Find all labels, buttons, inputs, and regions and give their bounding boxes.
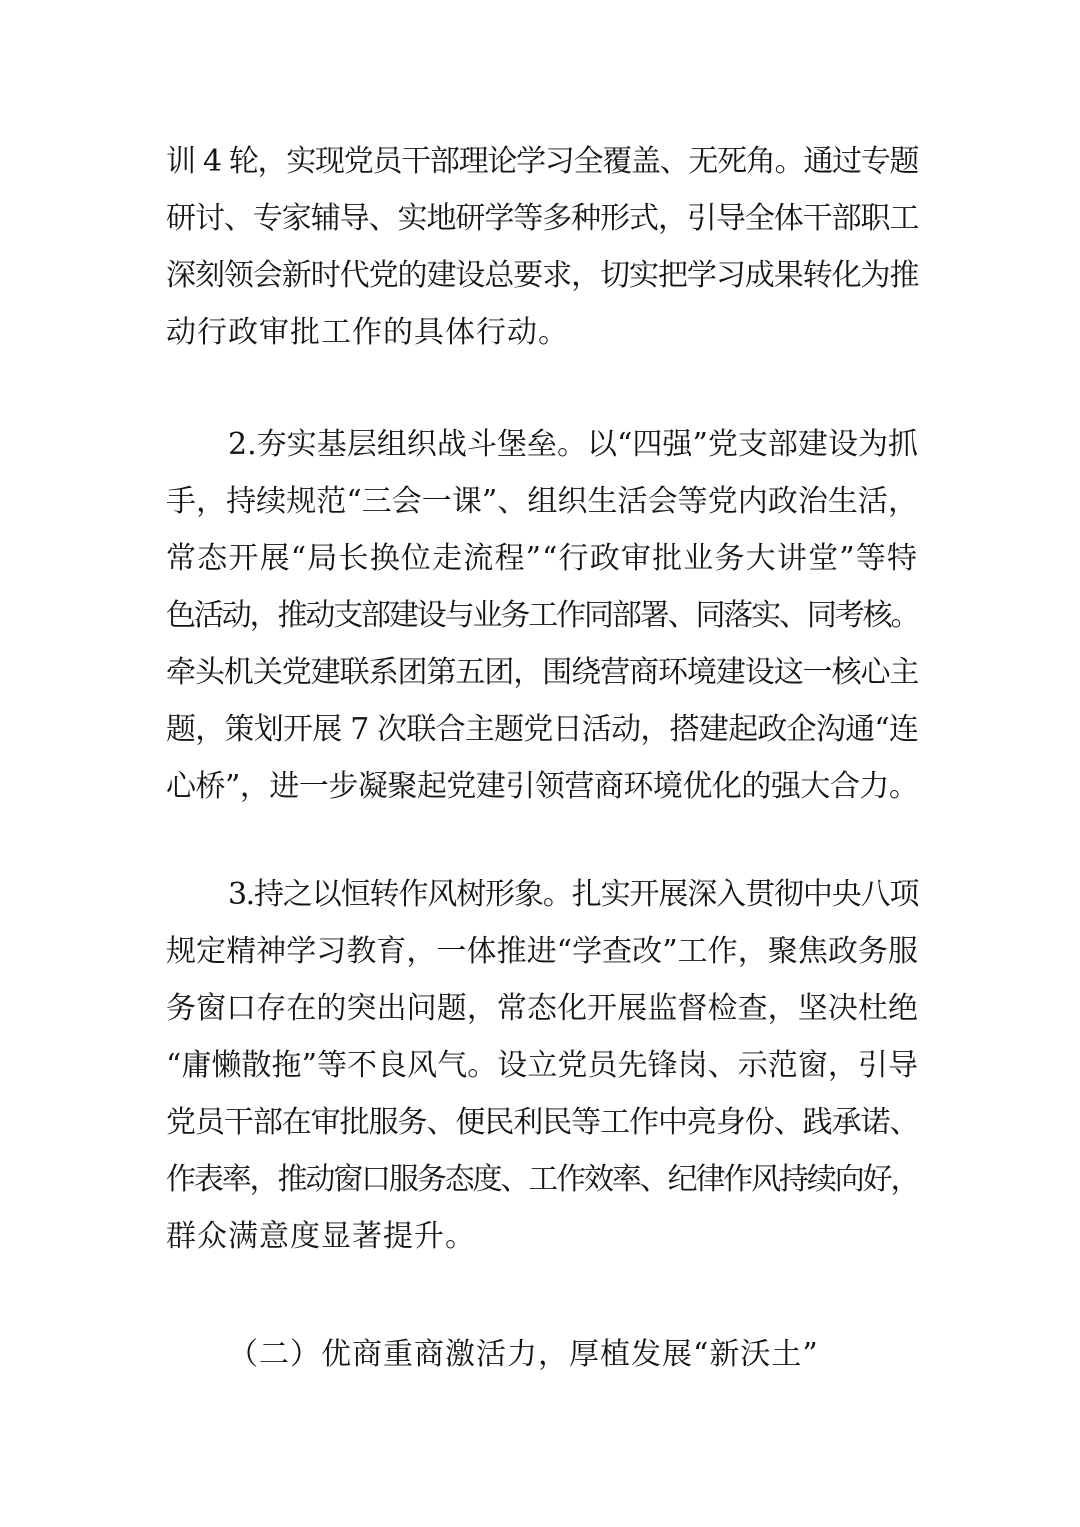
text-line: 题，策划开展 7 次联合主题党日活动，搭建起政企沟通“连 [166, 712, 918, 747]
text-line: 党员干部在审批服务、便民利民等工作中亮身份、践承诺、 [166, 1105, 918, 1140]
text-line: 务窗口存在的突出问题，常态化开展监督检查，坚决杜绝 [166, 991, 918, 1026]
paragraph-3 [166, 866, 918, 1265]
text-line: 作表率，推动窗口服务态度、工作效率、纪律作风持续向好， [166, 1162, 918, 1197]
text-line: 群众满意度显著提升。 [166, 1219, 476, 1254]
text-line: 动行政审批工作的具体行动。 [166, 315, 569, 350]
paragraph-1 [166, 133, 918, 361]
text-line: 研讨、专家辅导、实地研学等多种形式，引导全体干部职工 [166, 201, 918, 236]
paragraph-2 [166, 416, 918, 815]
text-line: 3.持之以恒转作风树形象。扎实开展深入贯彻中央八项 [228, 877, 918, 912]
text-line: “庸懒散拖”等不良风气。设立党员先锋岗、示范窗，引导 [166, 1048, 918, 1083]
text-line: 心桥”，进一步凝聚起党建引领营商环境优化的强大合力。 [166, 769, 919, 804]
text-line: 常态开展“局长换位走流程”“行政审批业务大讲堂”等特 [166, 541, 918, 576]
text-line: 手，持续规范“三会一课”、组织生活会等党内政治生活， [166, 484, 918, 519]
text-line: 训 4 轮，实现党员干部理论学习全覆盖、无死角。通过专题 [166, 144, 918, 179]
text-line: 规定精神学习教育，一体推进“学查改”工作，聚焦政务服 [166, 934, 918, 969]
text-line: 色活动，推动支部建设与业务工作同部署、同落实、同考核。 [166, 598, 918, 633]
text-line: 2.夯实基层组织战斗堡垒。以“四强”党支部建设为抓 [228, 427, 918, 462]
text-line: 深刻领会新时代党的建设总要求，切实把学习成果转化为推 [166, 258, 918, 293]
section-heading: （二）优商重商激活力，厚植发展“新沃土” [228, 1337, 819, 1372]
text-line: 牵头机关党建联系团第五团，围绕营商环境建设这一核心主 [166, 655, 918, 690]
